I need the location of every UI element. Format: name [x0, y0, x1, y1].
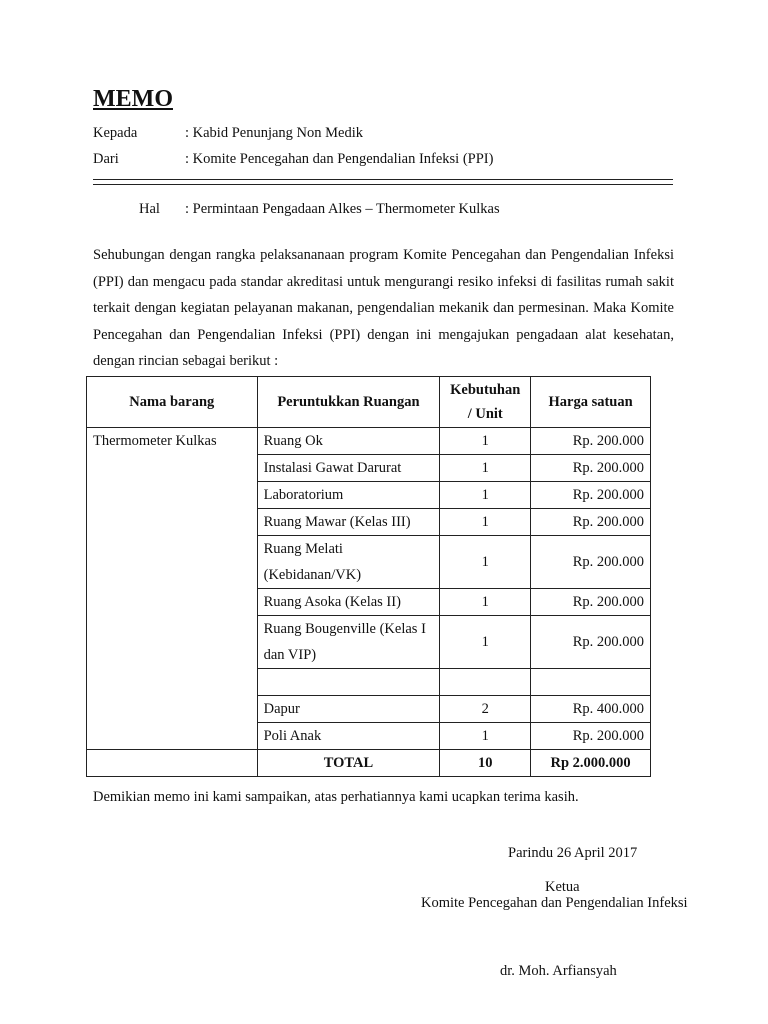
body-paragraph: Sehubungan dengan rangka pelaksananaan program Komite Pencegahan dan Pengendalian Infeksi (PPI) dan mengacu pada standar akreditasi untuk mengurangi resiko infeksi di fasilitas rumah sakit terkait dengan kegiatan pelayanan makanan, pengendalian mekanik dan permesinan. Maka Komite Pencegahan dan Pengendalian Infeksi (PPI) dengan ini mengajukan pengadaan alat kesehatan, dengan rincian sebagai berikut :	[93, 247, 674, 369]
to-label: Kepada	[93, 125, 138, 141]
from-field	[93, 150, 673, 168]
subject-value: : Permintaan Pengadaan Alkes – Thermometer Kulkas	[185, 201, 500, 217]
header-item: Nama barang	[87, 377, 258, 428]
price-cell: Rp. 200.000	[531, 455, 651, 482]
signatory-organization: Komite Pencegahan dan Pengendalian Infeksi	[421, 895, 688, 911]
from-label: Dari	[93, 151, 119, 167]
price-cell: Rp. 200.000	[531, 589, 651, 616]
header-divider-bottom	[93, 184, 673, 185]
header-qty-line2: / Unit	[467, 406, 503, 422]
room-cell: Ruang Ok	[257, 428, 440, 455]
signatory-name: dr. Moh. Arfiansyah	[500, 963, 617, 979]
total-price: Rp 2.000.000	[531, 750, 651, 777]
total-row	[87, 750, 651, 777]
header-qty	[440, 377, 531, 428]
price-cell: Rp. 200.000	[531, 616, 651, 669]
price-cell: Rp. 200.000	[531, 482, 651, 509]
price-cell: Rp. 400.000	[531, 696, 651, 723]
place-date: Parindu 26 April 2017	[508, 845, 638, 861]
subject-label: Hal	[139, 201, 160, 217]
qty-cell: 1	[440, 455, 531, 482]
to-field	[93, 124, 673, 142]
qty-cell: 1	[440, 616, 531, 669]
price-cell: Rp. 200.000	[531, 428, 651, 455]
qty-cell: 2	[440, 696, 531, 723]
closing-text: Demikian memo ini kami sampaikan, atas perhatiannya kami ucapkan terima kasih.	[93, 789, 579, 805]
total-qty: 10	[440, 750, 531, 777]
price-cell: Rp. 200.000	[531, 536, 651, 589]
header-qty-line1: Kebutuhan	[450, 382, 521, 398]
header-divider-top	[93, 179, 673, 180]
price-cell: Rp. 200.000	[531, 723, 651, 750]
room-cell: Poli Anak	[257, 723, 440, 750]
room-cell: Ruang Melati (Kebidanan/VK)	[257, 536, 440, 589]
memo-title: MEMO	[93, 86, 173, 112]
header-room: Peruntukkan Ruangan	[257, 377, 440, 428]
subject-field	[139, 200, 679, 218]
qty-cell: 1	[440, 482, 531, 509]
qty-cell: 1	[440, 536, 531, 589]
qty-cell: 1	[440, 723, 531, 750]
room-cell: Dapur	[257, 696, 440, 723]
header-price: Harga satuan	[531, 377, 651, 428]
table-header-row	[87, 377, 651, 428]
qty-cell: 1	[440, 428, 531, 455]
qty-cell: 1	[440, 509, 531, 536]
room-cell: Ruang Mawar (Kelas III)	[257, 509, 440, 536]
room-cell: Ruang Asoka (Kelas II)	[257, 589, 440, 616]
room-cell: Laboratorium	[257, 482, 440, 509]
signatory-title: Ketua	[545, 879, 580, 895]
qty-cell	[440, 669, 531, 696]
qty-cell: 1	[440, 589, 531, 616]
room-cell	[257, 669, 440, 696]
total-label: TOTAL	[257, 750, 440, 777]
price-cell	[531, 669, 651, 696]
table-row	[87, 428, 651, 455]
items-table	[86, 376, 651, 777]
room-cell: Instalasi Gawat Darurat	[257, 455, 440, 482]
from-value: : Komite Pencegahan dan Pengendalian Infeksi (PPI)	[185, 151, 494, 167]
price-cell: Rp. 200.000	[531, 509, 651, 536]
total-empty-cell	[87, 750, 258, 777]
room-cell: Ruang Bougenville (Kelas I dan VIP)	[257, 616, 440, 669]
to-value: : Kabid Penunjang Non Medik	[185, 125, 364, 141]
item-name-cell: Thermometer Kulkas	[87, 428, 258, 750]
